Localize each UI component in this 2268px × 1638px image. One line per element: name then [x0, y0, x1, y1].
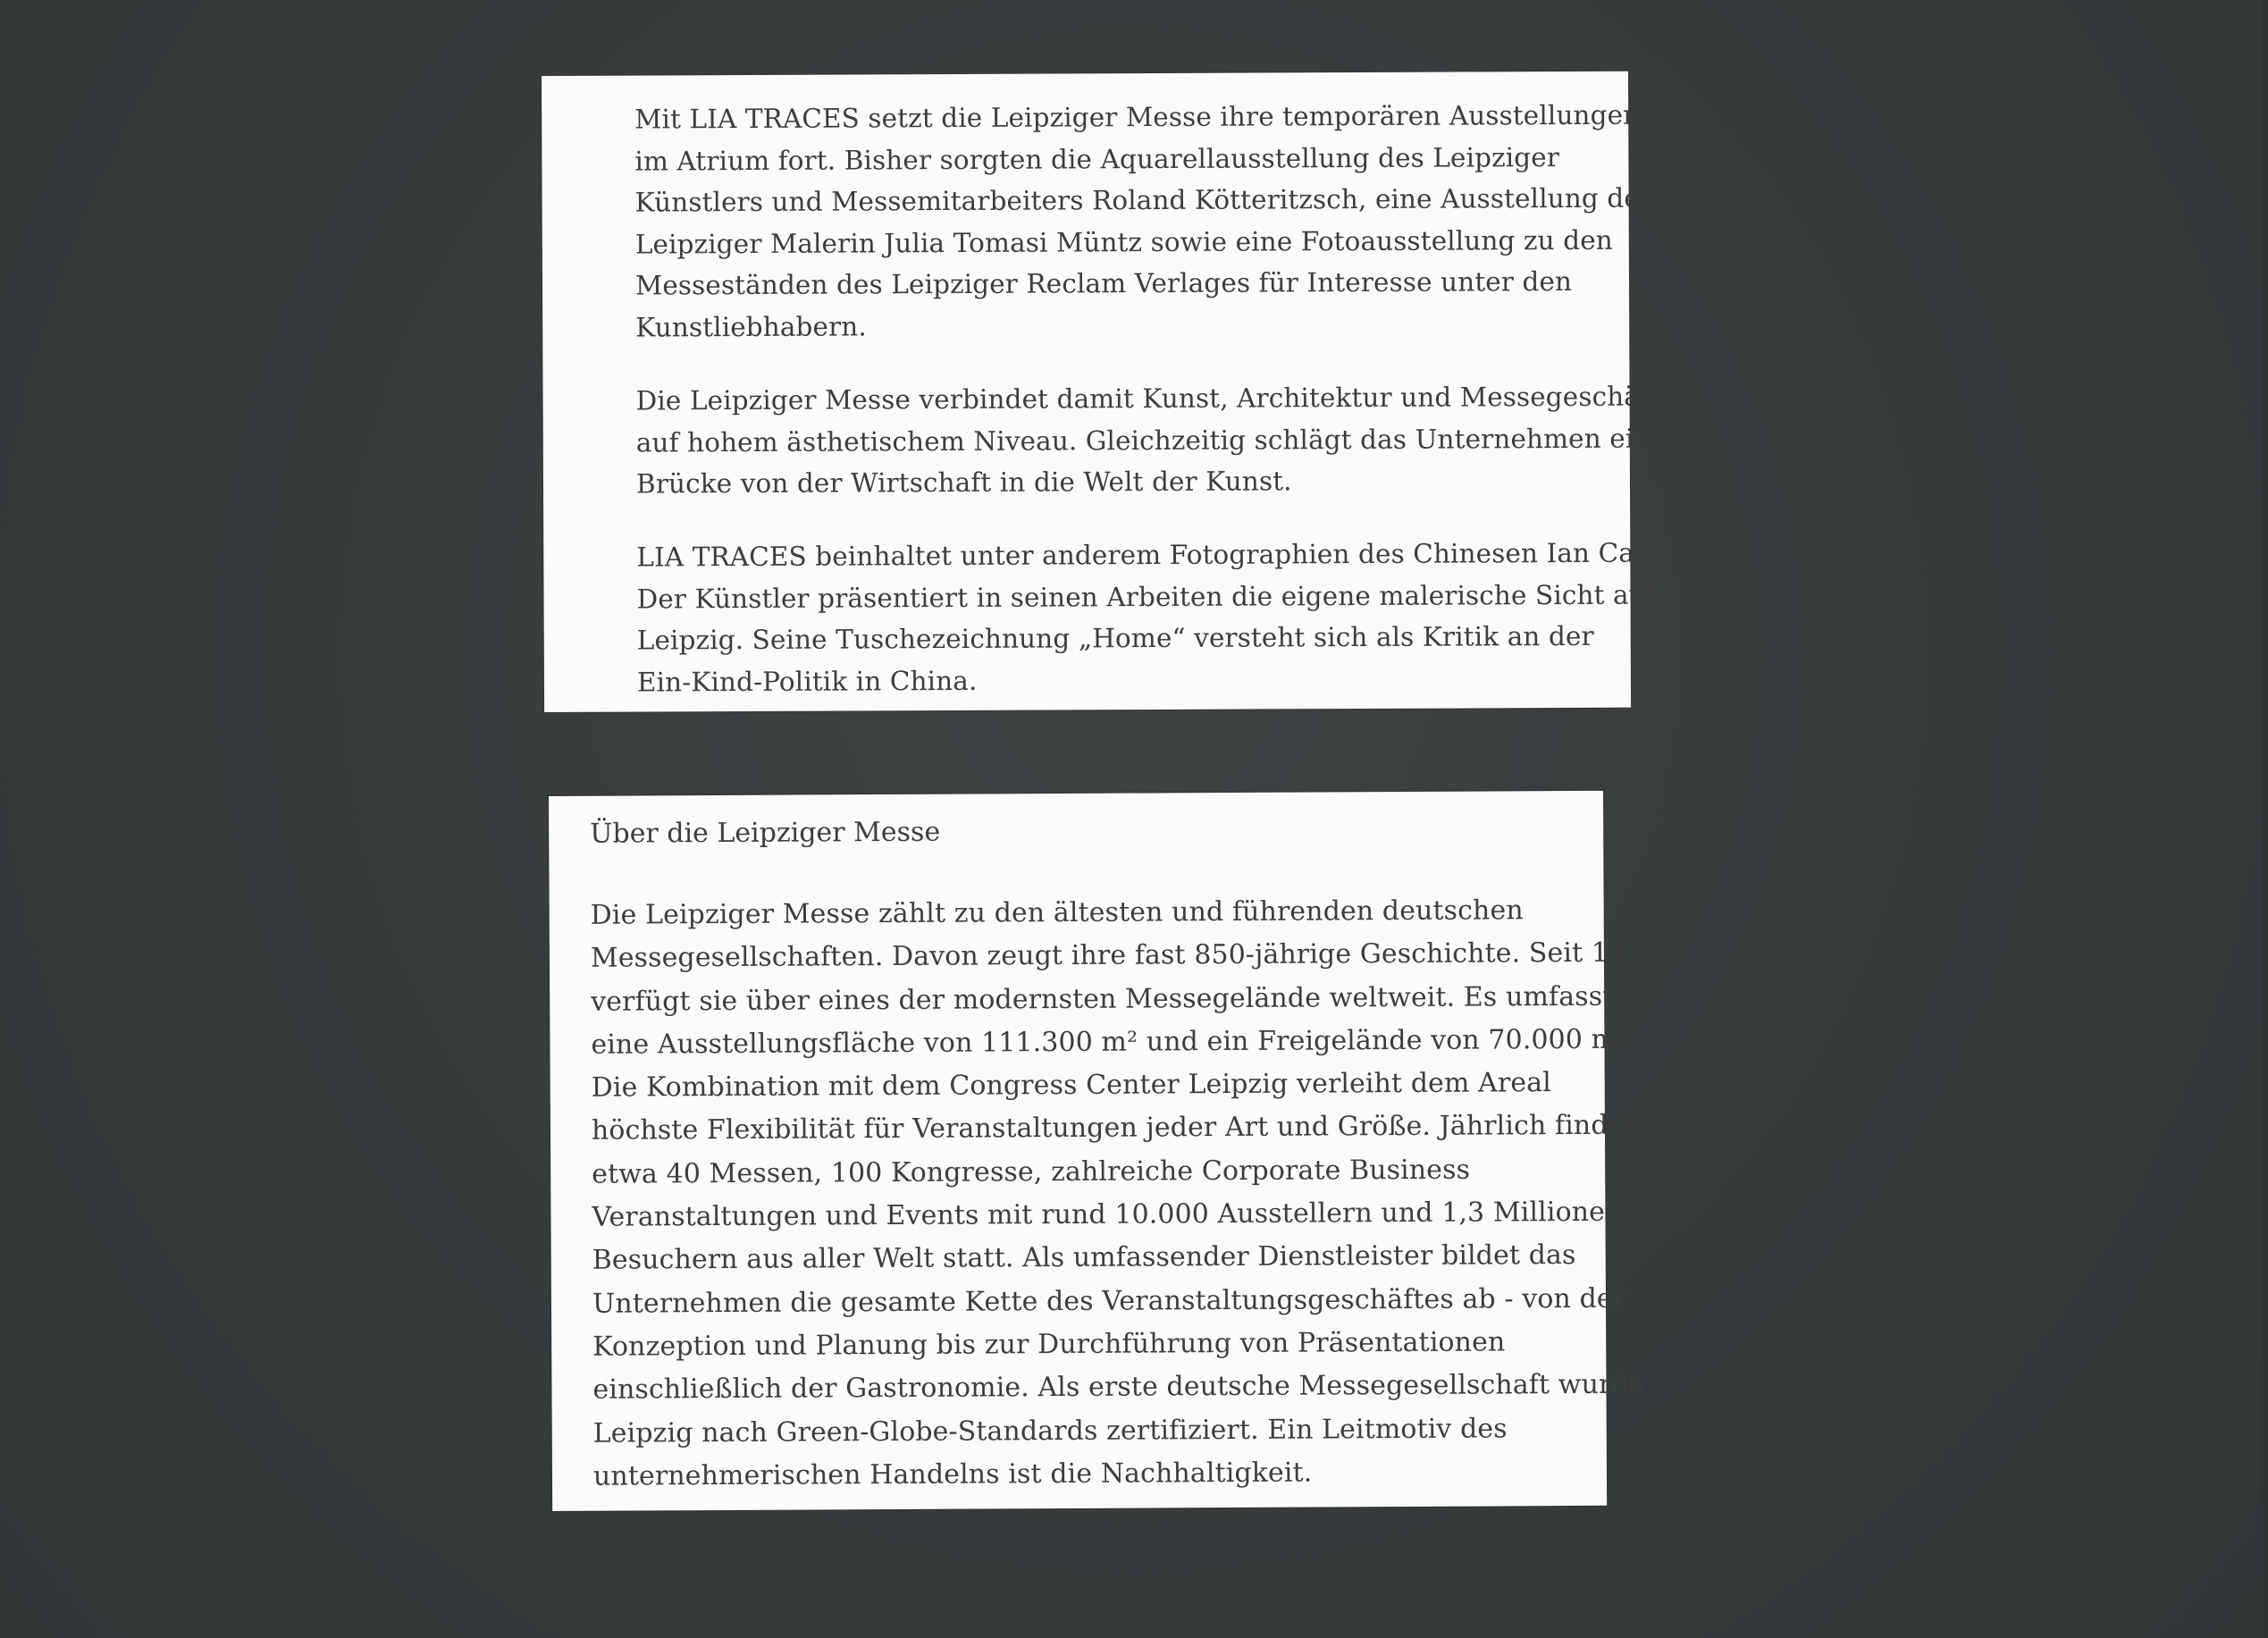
text-line: Leipzig. Seine Tuschezeichnung „Home“ versteht sich als Kritik an der	[636, 620, 1594, 656]
text-line: Die Kombination mit dem Congress Center Leipzig verleiht dem Areal	[591, 1067, 1551, 1104]
paragraph-1	[634, 95, 1653, 349]
text-line: etwa 40 Messen, 100 Kongresse, zahlreiche Corporate Business	[592, 1154, 1471, 1190]
section-heading: Über die Leipziger Messe	[590, 816, 941, 850]
text-line: unternehmerischen Handelns ist die Nachhaltigkeit.	[592, 1457, 1313, 1492]
text-line: höchste Flexibilität für Veranstaltungen jeder Art und Größe. Jährlich finden	[591, 1110, 1642, 1147]
text-line: Konzeption und Planung bis zur Durchführung von Präsentationen	[592, 1326, 1506, 1363]
text-line: Künstlers und Messemitarbeiters Roland Kötteritzsch, eine Ausstellung der	[634, 182, 1653, 218]
text-line: Die Leipziger Messe zählt zu den ältesten und führenden deutschen	[590, 895, 1524, 931]
text-line: einschließlich der Gastronomie. Als erste deutsche Messegesellschaft wurde	[592, 1368, 1645, 1407]
text-line: Die Leipziger Messe verbindet damit Kunst, Architektur und Messegeschäft	[635, 381, 1660, 416]
clipping-top	[542, 71, 1667, 712]
text-line: im Atrium fort. Bisher sorgten die Aquarellausstellung des Leipziger	[634, 141, 1560, 177]
text-line: verfügt sie über eines der modernsten Messegelände weltweit. Es umfasst	[591, 980, 1614, 1018]
text-line: Mit LIA TRACES setzt die Leipziger Messe ihre temporären Ausstellungen	[634, 99, 1641, 135]
text-line: Der Künstler präsentiert in seinen Arbeiten die eigene malerische Sicht auf	[636, 579, 1656, 615]
text-line: Messegesellschaften. Davon zeugt ihre fast 850-jährige Geschichte. Seit 1996	[590, 937, 1660, 975]
text-line: LIA TRACES beinhaltet unter anderem Fotographien des Chinesen Ian Cao.	[636, 537, 1659, 573]
text-line: Messeständen des Leipziger Reclam Verlages für Interesse unter den	[634, 265, 1573, 301]
text-line: Brücke von der Wirtschaft in die Welt der Kunst.	[635, 466, 1292, 500]
text-line: auf hohem ästhetischem Niveau. Gleichzeitig schlägt das Unternehmen eine	[635, 423, 1667, 458]
text-line: Kunstliebhabern.	[635, 310, 867, 343]
text-line: eine Ausstellungsfläche von 111.300 m² und ein Freigelände von 70.000 m².	[591, 1023, 1637, 1061]
text-line: Veranstaltungen und Events mit rund 10.000 Ausstellern und 1,3 Millionen	[592, 1196, 1623, 1233]
text-line: Leipzig nach Green-Globe-Standards zertifiziert. Ein Leitmotiv des	[592, 1412, 1508, 1449]
paragraph-2	[635, 376, 1667, 506]
text-line: Leipziger Malerin Julia Tomasi Müntz sowie eine Fotoausstellung zu den	[634, 224, 1613, 260]
scanner-edge	[2263, 0, 2268, 1638]
paragraph-3	[636, 533, 1659, 703]
paragraph-body	[591, 888, 1663, 1498]
text-line: Besuchern aus aller Welt statt. Als umfassender Dienstleister bildet das	[592, 1239, 1576, 1277]
text-line: Unternehmen die gesamte Kette des Veranstaltungsgeschäftes ab - von der	[592, 1282, 1626, 1320]
clipping-bottom	[549, 791, 1660, 1511]
text-line: Ein-Kind-Politik in China.	[636, 665, 978, 698]
